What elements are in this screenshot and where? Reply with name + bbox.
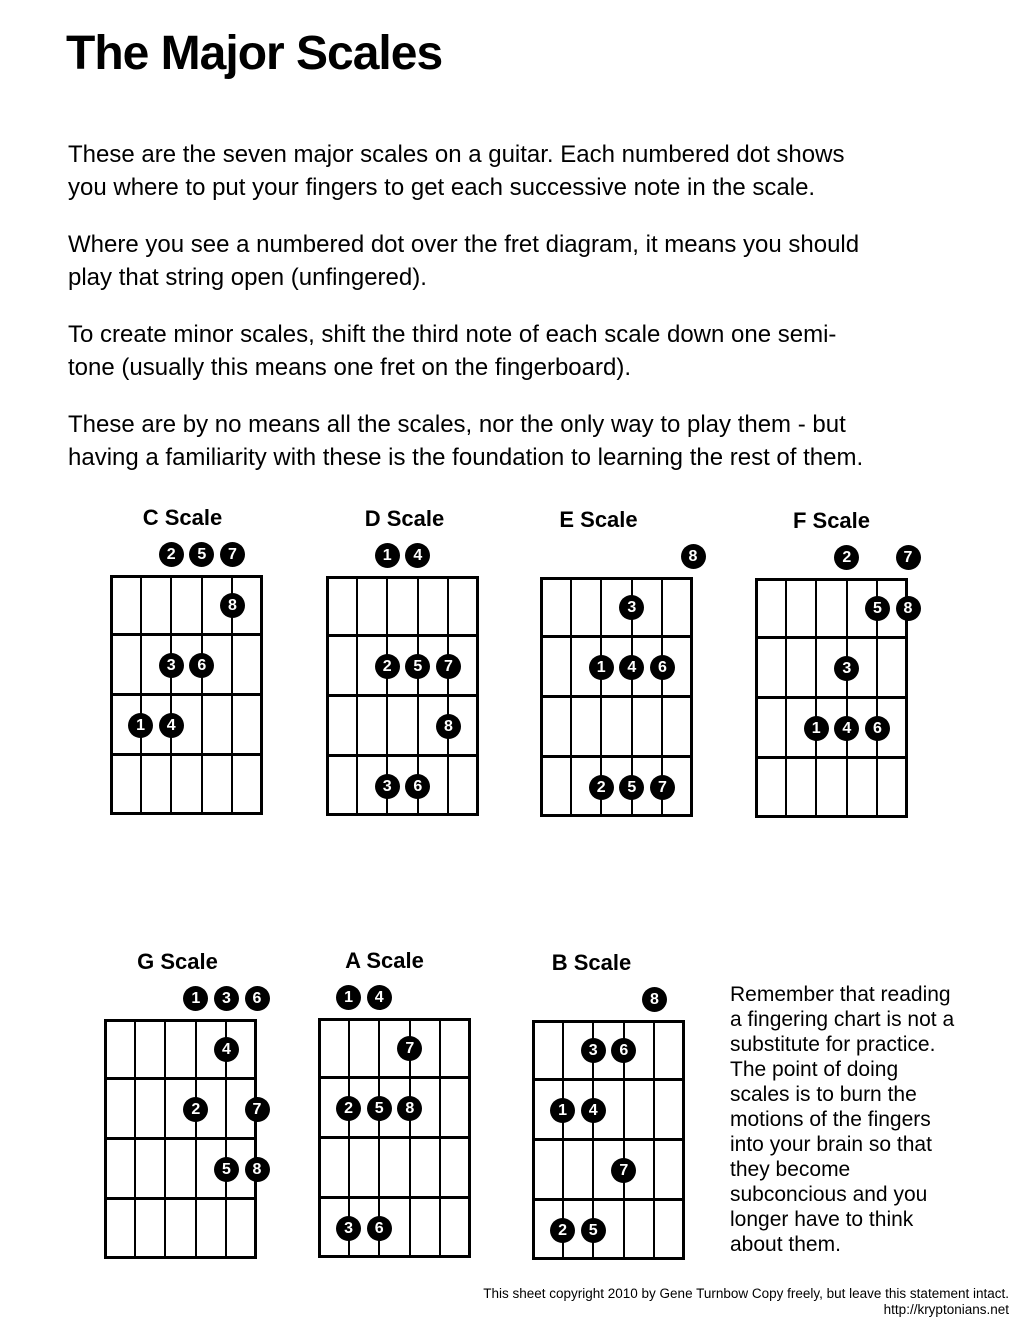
scale-diagram-e [540, 507, 698, 817]
open-note-dot: 4 [405, 543, 430, 568]
practice-note-line: scales is to burn the [730, 1083, 917, 1106]
scale-diagram-a [318, 948, 471, 1258]
fret-line [113, 753, 260, 756]
copyright-footer [309, 1286, 1009, 1318]
fret-line [543, 635, 690, 638]
open-note-dot: 1 [183, 986, 208, 1011]
fret-line [321, 1136, 468, 1139]
scale-title: G Scale [137, 949, 218, 974]
fret-note-dot: 4 [834, 716, 859, 741]
intro-line: play that string open (unfingered). [68, 264, 427, 291]
fret-line [321, 1196, 468, 1199]
fret-line [329, 694, 476, 697]
intro-line: tone (usually this means one fret on the fingerboard). [68, 354, 631, 381]
fret-line [758, 696, 905, 699]
fret-note-dot: 2 [183, 1097, 208, 1122]
open-note-dot: 7 [220, 542, 245, 567]
scale-title: B Scale [551, 950, 632, 975]
open-note-dot: 4 [367, 985, 392, 1010]
fret-line [113, 633, 260, 636]
scale-diagram-f [755, 508, 913, 818]
fret-note-dot: 5 [581, 1218, 606, 1243]
fret-note-dot: 5 [619, 775, 644, 800]
fret-note-dot: 3 [619, 595, 644, 620]
fret-note-dot: 5 [214, 1157, 239, 1182]
fret-note-dot: 5 [367, 1096, 392, 1121]
open-note-dot: 7 [896, 545, 921, 570]
fret-note-dot: 8 [397, 1096, 422, 1121]
intro-line: you where to put your fingers to get each successive note in the scale. [68, 174, 816, 201]
fret-note-dot: 4 [159, 713, 184, 738]
fret-line [113, 693, 260, 696]
scale-title: A Scale [345, 948, 424, 973]
open-note-dot: 1 [336, 985, 361, 1010]
page-title: The Major Scales [66, 27, 443, 80]
fret-note-dot: 6 [865, 716, 890, 741]
footer-url: http://kryptonians.net [883, 1302, 1009, 1317]
fret-note-dot: 3 [581, 1038, 606, 1063]
fret-note-dot: 6 [367, 1216, 392, 1241]
open-note-dot: 2 [159, 542, 184, 567]
fret-line [758, 636, 905, 639]
fret-note-dot: 6 [650, 655, 675, 680]
intro-line: To create minor scales, shift the third note of each scale down one semi- [68, 321, 837, 348]
fret-note-dot: 1 [128, 713, 153, 738]
scale-diagram-g [104, 949, 262, 1259]
fret-note-dot: 4 [214, 1037, 239, 1062]
fret-note-dot: 5 [405, 654, 430, 679]
open-note-dot: 5 [189, 542, 214, 567]
fret-line [107, 1077, 254, 1080]
open-note-dot: 3 [214, 986, 239, 1011]
fret-note-dot: 2 [375, 654, 400, 679]
scale-diagram-d [326, 506, 479, 816]
fret-line [758, 756, 905, 759]
fret-line [535, 1198, 682, 1201]
practice-note-line: longer have to think [730, 1208, 914, 1231]
fret-line [543, 755, 690, 758]
fret-note-dot: 2 [589, 775, 614, 800]
fret-line [329, 634, 476, 637]
scale-title: E Scale [559, 507, 638, 532]
scale-diagram-b [532, 950, 685, 1260]
fret-note-dot: 1 [804, 716, 829, 741]
copyright-text: This sheet copyright 2010 by Gene Turnbow Copy freely, but leave this statement intact. [483, 1286, 1009, 1301]
practice-note-line: a fingering chart is not a [730, 1008, 955, 1031]
practice-note-line: Remember that reading [730, 983, 951, 1006]
open-note-dot: 6 [245, 986, 270, 1011]
fret-note-dot: 6 [405, 774, 430, 799]
intro-line: These are by no means all the scales, nor the only way to play them - but [68, 411, 846, 438]
fret-note-dot: 6 [611, 1038, 636, 1063]
fret-note-dot: 3 [336, 1216, 361, 1241]
fret-note-dot: 3 [159, 653, 184, 678]
fret-note-dot: 8 [220, 593, 245, 618]
practice-note-line: subconcious and you [730, 1183, 928, 1206]
fret-note-dot: 7 [611, 1158, 636, 1183]
open-note-dot: 2 [834, 545, 859, 570]
practice-note-line: they become [730, 1158, 851, 1181]
fret-note-dot: 8 [896, 596, 921, 621]
scale-diagram-c [110, 505, 263, 815]
fret-note-dot: 2 [550, 1218, 575, 1243]
fret-note-dot: 7 [397, 1036, 422, 1061]
fret-line [107, 1137, 254, 1140]
fret-note-dot: 1 [589, 655, 614, 680]
scale-title: C Scale [142, 505, 223, 530]
fret-note-dot: 7 [436, 654, 461, 679]
fret-note-dot: 4 [619, 655, 644, 680]
intro-line: having a familiarity with these is the foundation to learning the rest of them. [68, 444, 864, 471]
open-note-dot: 8 [681, 544, 706, 569]
fret-note-dot: 7 [245, 1097, 270, 1122]
fret-note-dot: 7 [650, 775, 675, 800]
fret-note-dot: 3 [834, 656, 859, 681]
fret-line [535, 1138, 682, 1141]
practice-note-line: into your brain so that [730, 1133, 932, 1156]
practice-note-line: about them. [730, 1233, 841, 1256]
practice-note-line: The point of doing [730, 1058, 899, 1081]
open-note-dot: 1 [375, 543, 400, 568]
fret-note-dot: 4 [581, 1098, 606, 1123]
fret-note-dot: 8 [245, 1157, 270, 1182]
fret-line [543, 695, 690, 698]
intro-line: Where you see a numbered dot over the fret diagram, it means you should [68, 231, 860, 258]
fret-note-dot: 8 [436, 714, 461, 739]
fret-note-dot: 2 [336, 1096, 361, 1121]
fret-note-dot: 6 [189, 653, 214, 678]
practice-note-line: substitute for practice. [730, 1033, 936, 1056]
fret-line [329, 754, 476, 757]
fret-line [321, 1076, 468, 1079]
fret-note-dot: 1 [550, 1098, 575, 1123]
fret-line [107, 1197, 254, 1200]
practice-note-line: motions of the fingers [730, 1108, 931, 1131]
open-note-dot: 8 [642, 987, 667, 1012]
intro-line: These are the seven major scales on a guitar. Each numbered dot shows [68, 141, 845, 168]
scale-title: F Scale [792, 508, 871, 533]
scale-title: D Scale [364, 506, 445, 531]
fret-line [535, 1078, 682, 1081]
fret-note-dot: 5 [865, 596, 890, 621]
practice-note [730, 982, 1000, 1257]
fret-note-dot: 3 [375, 774, 400, 799]
